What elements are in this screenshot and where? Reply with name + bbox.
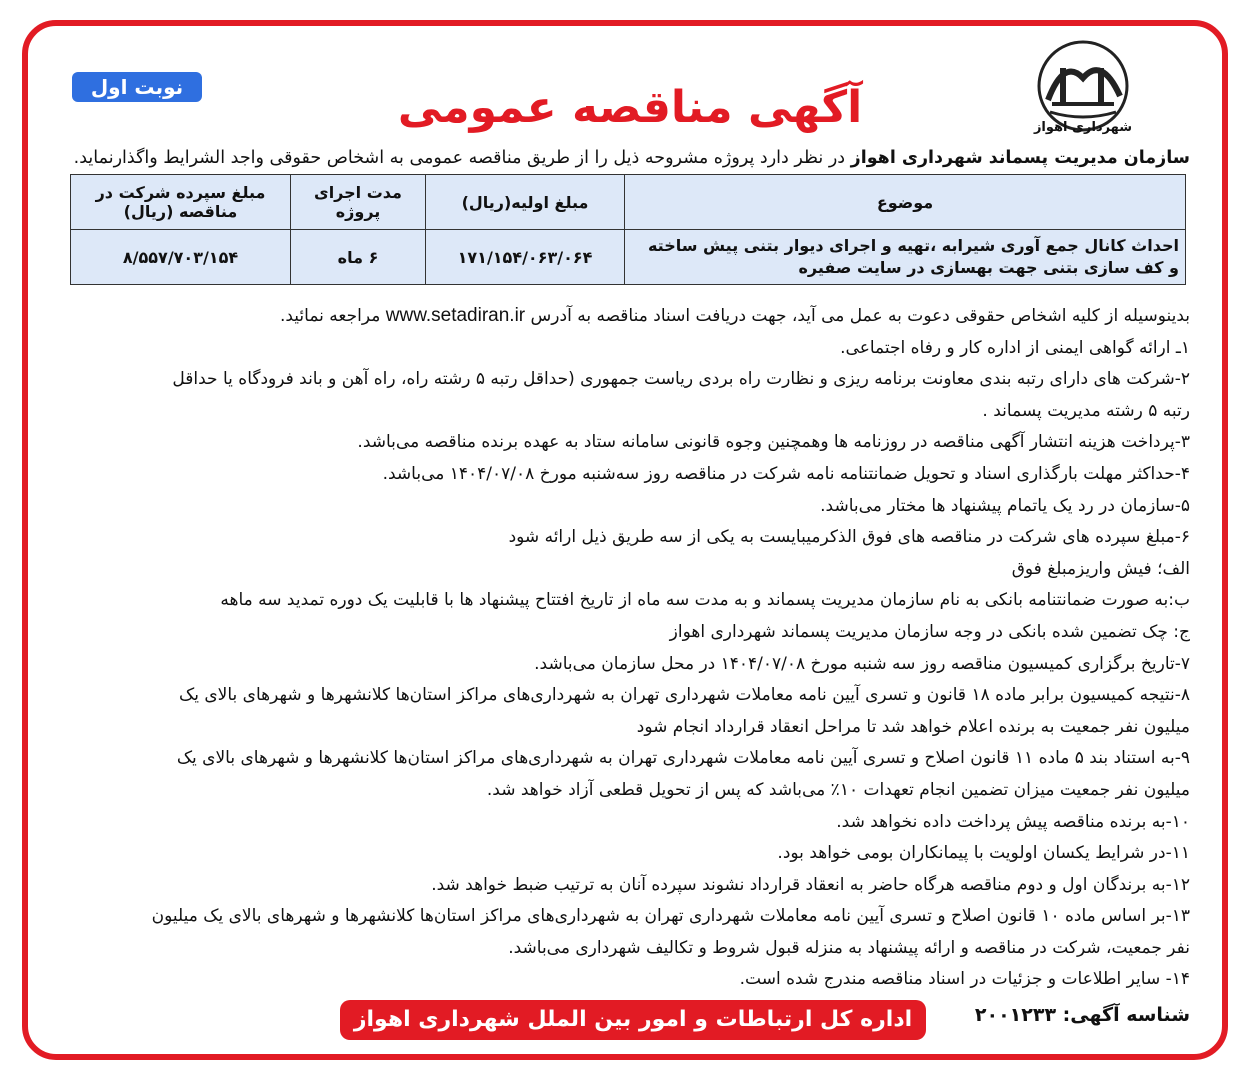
invitation-line [60, 300, 1190, 333]
logo-caption: شهرداری اهواز [1033, 120, 1133, 135]
condition-line: ۱۲-به برندگان اول و دوم مناقصه هرگاه حاضر به انعقاد قرارداد نشوند سپرده آنان به ترتیب ضبط خواهد شد. [431, 874, 1190, 895]
header-duration: مدت اجرای پروژه [291, 175, 426, 230]
header-initial-amount: مبلغ اولیه(ریال) [426, 175, 625, 230]
condition-line: ۱۳-بر اساس ماده ۱۰ قانون اصلاح و تسری آیین نامه معاملات شهرداری تهران به شهرداری‌های مراکز استان‌ها کلانشهرها و شهرهای بالای یک میلیون [151, 906, 1190, 927]
condition-line: الف؛ فیش واریزمبلغ فوق [1011, 558, 1190, 579]
table-row [71, 230, 1186, 285]
condition-line: ۶-مبلغ سپرده های شرکت در مناقصه های فوق الذکرمیبایست به یکی از سه طریق ذیل ارائه شود [508, 527, 1190, 548]
notice-title: آگهی مناقصه عمومی [397, 82, 863, 133]
header-subject: موضوع [625, 175, 1186, 230]
condition-line: ۸-نتیجه کمیسیون برابر ماده ۱۸ قانون و تسری آیین نامه معاملات شهرداری تهران به شهرداری‌های مراکز استان‌ها کلانشهرها و شهرهای بالای یک [179, 685, 1190, 706]
footer-banner: اداره کل ارتباطات و امور بین الملل شهرداری اهواز [340, 1000, 926, 1040]
round-badge: نوبت اول [72, 72, 202, 102]
cell-duration: ۶ ماه [291, 230, 426, 285]
condition-line: ۱۰-به برنده مناقصه پیش پرداخت داده نخواهد شد. [836, 811, 1190, 832]
conditions-body [60, 300, 1190, 996]
condition-line: ب:به صورت ضمانتنامه بانکی به نام سازمان مدیریت پسماند و به مدت سه ماه از تاریخ افتتاح پیشنهاد ها با قابلیت یک دوره تمدید سه ماهه [220, 590, 1190, 611]
tender-table [70, 174, 1186, 285]
condition-line: ۳-پرداخت هزینه انتشار آگهی مناقصه در روزنامه ها وهمچنین وجوه قانونی سامانه ستاد به عهده برنده مناقصه می‌باشد. [357, 432, 1190, 453]
header-deposit: مبلغ سپرده شرکت در مناقصه (ریال) [71, 175, 291, 230]
subject-line-2: و کف سازی بتنی جهت بهسازی در سایت صفیره [798, 258, 1179, 277]
condition-line: ۲-شرکت های دارای رتبه بندی معاونت برنامه ریزی و نظارت راه بردی ریاست جمهوری (حداقل رتبه ۵ رشته راه، راه آهن و باند فرودگاه یا حداقل [172, 369, 1190, 390]
condition-line: نفر جمعیت، شرکت در مناقصه و ارائه پیشنهاد به منزله قبول شروط و تکالیف شهرداری می‌باشد. [508, 937, 1190, 958]
condition-line: رتبه ۵ رشته مدیریت پسماند . [982, 400, 1190, 421]
condition-line: ۱ـ ارائه گواهی ایمنی از اداره کار و رفاه اجتماعی. [840, 337, 1190, 358]
condition-line: ۴-حداکثر مهلت بارگذاری اسناد و تحویل ضمانتنامه نامه شرکت در مناقصه روز سه‌شنبه مورخ ۱۴۰۴/۰۷/۰۸ می‌باشد. [382, 463, 1190, 484]
condition-line: ۷-تاریخ برگزاری کمیسیون مناقصه روز سه شنبه مورخ ۱۴۰۴/۰۷/۰۸ در محل سازمان می‌باشد. [534, 653, 1190, 674]
invite-text-a: بدینوسیله از کلیه اشخاص حقوقی دعوت به عمل می آید، جهت دریافت اسناد مناقصه به آدرس [525, 306, 1190, 326]
condition-line: ۹-به استناد بند ۵ ماده ۱۱ قانون اصلاح و تسری آیین نامه معاملات شهرداری تهران به شهرداری‌های مراکز استان‌ها کلانشهرها و شهرهای بالای یک [176, 748, 1190, 769]
intro-paragraph [60, 144, 1190, 172]
condition-line: ۱۴- سایر اطلاعات و جزئیات در اسناد مناقصه مندرج شده است. [739, 969, 1190, 990]
intro-text: در نظر دارد پروژه مشروحه ذیل را از طریق مناقصه عمومی به اشخاص حقوقی واجد الشرایط واگذارنماید. [73, 148, 851, 168]
ad-id: شناسه آگهی: ۲۰۰۱۲۳۳ [974, 1004, 1190, 1026]
cell-deposit: ۸/۵۵۷/۷۰۳/۱۵۴ [71, 230, 291, 285]
cell-initial-amount: ۱۷۱/۱۵۴/۰۶۳/۰۶۴ [426, 230, 625, 285]
condition-line: ج: چک تضمین شده بانکی در وجه سازمان مدیریت پسماند شهرداری اهواز [669, 621, 1190, 642]
subject-line-1: احداث کانال جمع آوری شیرابه ،تهیه و اجرای دیوار بتنی پیش ساخته [647, 236, 1179, 255]
invite-text-b: مراجعه نمائید. [279, 306, 386, 326]
cell-subject [625, 230, 1186, 285]
condition-line: ۵-سازمان در رد یک یاتمام پیشنهاد ها مختار می‌باشد. [820, 495, 1190, 516]
condition-line: ۱۱-در شرایط یکسان اولویت با پیمانکاران بومی خواهد بود. [777, 843, 1190, 864]
intro-org: سازمان مدیریت پسماند شهرداری اهواز [850, 148, 1190, 168]
setadiran-link[interactable]: www.setadiran.ir [385, 305, 526, 326]
table-header-row [71, 175, 1186, 230]
condition-line: میلیون نفر جمعیت به برنده اعلام خواهد شد تا مراحل انعقاد قرارداد انجام شود [636, 716, 1190, 737]
condition-line: میلیون نفر جمعیت میزان تضمین انجام تعهدات ۱۰٪ می‌باشد که پس از تحویل قطعی آزاد خواهد شد. [486, 779, 1190, 800]
